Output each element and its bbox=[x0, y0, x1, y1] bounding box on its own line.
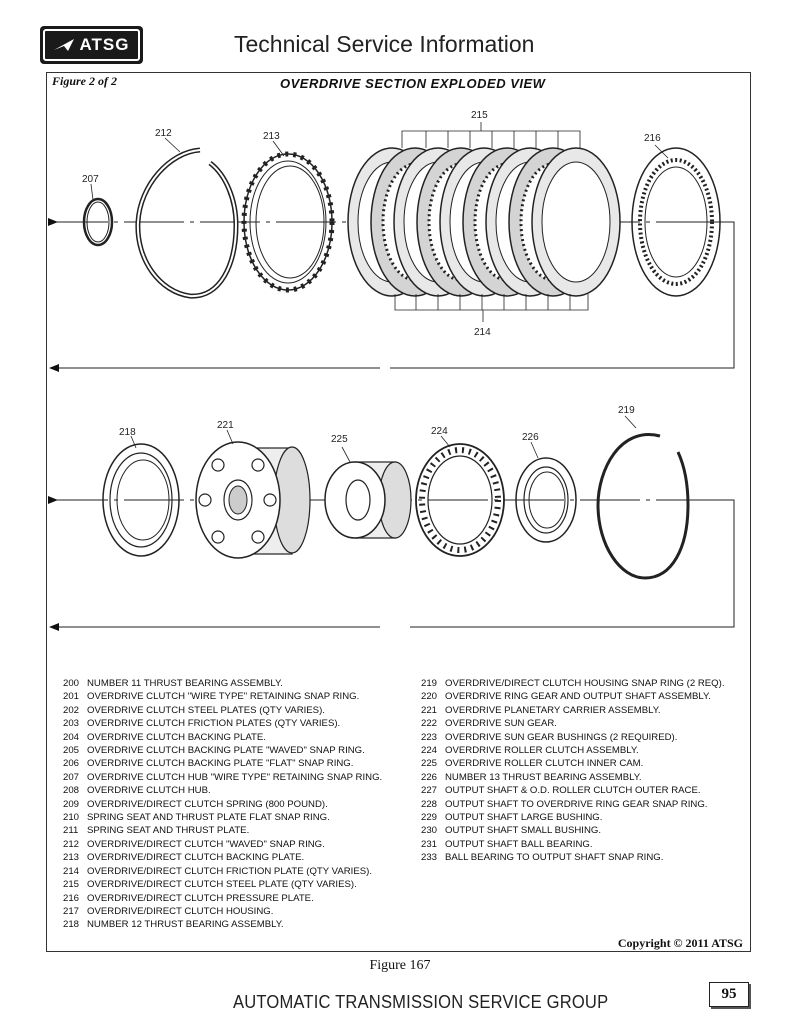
part-description: OVERDRIVE CLUTCH FRICTION PLATES (QTY VARIES). bbox=[87, 718, 341, 730]
part-description: OVERDRIVE CLUTCH BACKING PLATE. bbox=[87, 731, 266, 743]
parts-list-item bbox=[63, 704, 413, 717]
part-description: OVERDRIVE CLUTCH STEEL PLATES (QTY VARIES). bbox=[87, 704, 325, 716]
part-number: 208 bbox=[63, 785, 80, 797]
part-description: OVERDRIVE ROLLER CLUTCH ASSEMBLY. bbox=[445, 745, 639, 757]
parts-list-item bbox=[421, 771, 751, 784]
copyright: Copyright © 2011 ATSG bbox=[617, 936, 743, 950]
part-number: 200 bbox=[63, 678, 80, 689]
part-description: OUTPUT SHAFT & O.D. ROLLER CLUTCH OUTER RACE. bbox=[445, 785, 701, 797]
part-221-planetary-carrier bbox=[196, 442, 310, 558]
parts-list-item bbox=[421, 811, 751, 824]
part-225-roller-clutch-inner-cam bbox=[325, 462, 411, 538]
part-number: 226 bbox=[421, 771, 438, 783]
part-description: NUMBER 12 THRUST BEARING ASSEMBLY. bbox=[87, 919, 284, 931]
part-number: 202 bbox=[63, 704, 80, 716]
callout-212: 212 bbox=[155, 128, 172, 139]
part-number: 231 bbox=[421, 838, 438, 850]
parts-list-item bbox=[421, 851, 751, 864]
parts-list-item bbox=[63, 757, 413, 770]
part-number: 230 bbox=[421, 825, 438, 837]
callout-214-bracket bbox=[395, 294, 588, 322]
part-number: 204 bbox=[63, 731, 80, 743]
callout-219: 219 bbox=[618, 405, 635, 416]
part-212-waved-snap-ring bbox=[138, 150, 236, 296]
parts-list-item bbox=[63, 811, 413, 824]
part-number: 205 bbox=[63, 745, 80, 757]
footer-org: AUTOMATIC TRANSMISSION SERVICE GROUP bbox=[233, 992, 609, 1012]
parts-list-item bbox=[421, 838, 751, 851]
parts-list-item bbox=[63, 744, 413, 757]
part-description: OVERDRIVE SUN GEAR. bbox=[445, 718, 557, 730]
part-description: OVERDRIVE/DIRECT CLUTCH HOUSING. bbox=[87, 905, 274, 917]
part-description: OVERDRIVE/DIRECT CLUTCH FRICTION PLATE (QTY VARIES). bbox=[87, 865, 373, 877]
parts-list-item bbox=[421, 798, 751, 811]
parts-list-item bbox=[63, 731, 413, 744]
part-description: NUMBER 11 THRUST BEARING ASSEMBLY. bbox=[87, 678, 283, 689]
part-number: 207 bbox=[63, 771, 80, 783]
part-number: 220 bbox=[421, 691, 438, 703]
callout-215-bracket bbox=[402, 122, 580, 148]
part-number: 210 bbox=[63, 812, 80, 824]
parts-list-item bbox=[421, 677, 751, 690]
part-number: 213 bbox=[63, 852, 80, 864]
part-number: 217 bbox=[63, 905, 80, 917]
parts-list-item bbox=[63, 824, 413, 837]
part-description: OVERDRIVE RING GEAR AND OUTPUT SHAFT ASSEMBLY. bbox=[445, 691, 711, 703]
part-number: 206 bbox=[63, 758, 80, 770]
part-number: 201 bbox=[63, 691, 80, 703]
part-description: OVERDRIVE/DIRECT CLUTCH STEEL PLATE (QTY VARIES). bbox=[87, 879, 357, 891]
callout-221: 221 bbox=[217, 420, 234, 431]
part-description: OUTPUT SHAFT LARGE BUSHING. bbox=[445, 812, 603, 824]
part-number: 203 bbox=[63, 718, 80, 730]
figure-label: Figure 2 of 2 bbox=[52, 74, 118, 88]
part-number: 221 bbox=[421, 704, 438, 716]
parts-list-item bbox=[63, 677, 413, 690]
part-description: OVERDRIVE/DIRECT CLUTCH PRESSURE PLATE. bbox=[87, 892, 314, 904]
parts-list-item bbox=[421, 717, 751, 730]
logo-text: ATSG bbox=[79, 35, 130, 54]
part-description: OVERDRIVE/DIRECT CLUTCH BACKING PLATE. bbox=[87, 852, 305, 864]
parts-list-item bbox=[63, 905, 413, 918]
part-number: 222 bbox=[421, 718, 438, 730]
parts-list-item bbox=[63, 851, 413, 864]
part-number: 218 bbox=[63, 919, 80, 931]
parts-list-item bbox=[63, 865, 413, 878]
parts-list-item bbox=[63, 918, 413, 931]
part-number: 212 bbox=[63, 838, 80, 850]
callout-207: 207 bbox=[82, 174, 99, 185]
parts-list-item bbox=[63, 892, 413, 905]
callout-214: 214 bbox=[474, 327, 491, 338]
part-description: OVERDRIVE CLUTCH HUB "WIRE TYPE" RETAINING SNAP RING. bbox=[87, 771, 383, 783]
parts-list-item bbox=[63, 784, 413, 797]
part-description: OUTPUT SHAFT BALL BEARING. bbox=[445, 838, 593, 850]
parts-list-item bbox=[421, 824, 751, 837]
part-219-housing-snap-ring bbox=[598, 435, 688, 578]
part-number: 209 bbox=[63, 798, 80, 810]
part-number: 211 bbox=[63, 825, 79, 837]
part-number: 223 bbox=[421, 731, 438, 743]
part-description: OUTPUT SHAFT SMALL BUSHING. bbox=[445, 825, 602, 837]
parts-list-item bbox=[421, 784, 751, 797]
part-number: 219 bbox=[421, 678, 438, 689]
section-title: OVERDRIVE SECTION EXPLODED VIEW bbox=[280, 76, 546, 91]
part-description: OVERDRIVE SUN GEAR BUSHINGS (2 REQUIRED). bbox=[445, 731, 678, 743]
parts-list-item bbox=[63, 771, 413, 784]
part-number: 214 bbox=[63, 865, 80, 877]
part-number: 224 bbox=[421, 745, 438, 757]
parts-list-item bbox=[421, 744, 751, 757]
parts-list-item bbox=[63, 798, 413, 811]
parts-list-item bbox=[421, 731, 751, 744]
part-description: SPRING SEAT AND THRUST PLATE FLAT SNAP RING. bbox=[87, 812, 330, 824]
parts-list-item bbox=[421, 757, 751, 770]
part-214-215-clutch-pack bbox=[348, 148, 620, 296]
part-description: SPRING SEAT AND THRUST PLATE. bbox=[87, 825, 250, 837]
callout-224: 224 bbox=[431, 426, 448, 437]
callout-226: 226 bbox=[522, 432, 539, 443]
part-number: 225 bbox=[421, 758, 438, 770]
part-description: NUMBER 13 THRUST BEARING ASSEMBLY. bbox=[445, 771, 642, 783]
parts-list-item bbox=[421, 690, 751, 703]
part-number: 228 bbox=[421, 798, 438, 810]
part-number: 229 bbox=[421, 812, 438, 824]
parts-list-item bbox=[421, 704, 751, 717]
part-description: OUTPUT SHAFT TO OVERDRIVE RING GEAR SNAP RING. bbox=[445, 798, 708, 810]
parts-list-item bbox=[63, 690, 413, 703]
callout-225: 225 bbox=[331, 434, 348, 445]
parts-list-item bbox=[63, 838, 413, 851]
part-description: OVERDRIVE CLUTCH BACKING PLATE "WAVED" SNAP RING. bbox=[87, 745, 365, 757]
part-description: OVERDRIVE/DIRECT CLUTCH HOUSING SNAP RING (2 REQ). bbox=[445, 678, 725, 689]
callout-213: 213 bbox=[263, 131, 280, 142]
parts-list-right bbox=[421, 677, 751, 865]
part-description: OVERDRIVE CLUTCH HUB. bbox=[87, 785, 211, 797]
part-description: OVERDRIVE CLUTCH "WIRE TYPE" RETAINING SNAP RING. bbox=[87, 691, 360, 703]
callout-216: 216 bbox=[644, 133, 661, 144]
part-number: 216 bbox=[63, 892, 80, 904]
part-description: OVERDRIVE CLUTCH BACKING PLATE "FLAT" SNAP RING. bbox=[87, 758, 354, 770]
parts-list-item bbox=[63, 878, 413, 891]
part-number: 215 bbox=[63, 879, 80, 891]
parts-list-left bbox=[63, 677, 413, 932]
parts-list-item bbox=[63, 717, 413, 730]
callout-215: 215 bbox=[471, 110, 488, 121]
figure-caption: Figure 167 bbox=[369, 958, 431, 973]
page-title: Technical Service Information bbox=[234, 31, 535, 57]
page-number: 95 bbox=[709, 982, 749, 1007]
part-description: OVERDRIVE ROLLER CLUTCH INNER CAM. bbox=[445, 758, 644, 770]
part-number: 227 bbox=[421, 785, 438, 797]
part-description: OVERDRIVE/DIRECT CLUTCH SPRING (800 POUND). bbox=[87, 798, 328, 810]
part-number: 233 bbox=[421, 852, 438, 864]
callout-218: 218 bbox=[119, 427, 136, 438]
part-description: BALL BEARING TO OUTPUT SHAFT SNAP RING. bbox=[445, 852, 664, 864]
part-description: OVERDRIVE PLANETARY CARRIER ASSEMBLY. bbox=[445, 704, 661, 716]
part-description: OVERDRIVE/DIRECT CLUTCH "WAVED" SNAP RING. bbox=[87, 838, 325, 850]
